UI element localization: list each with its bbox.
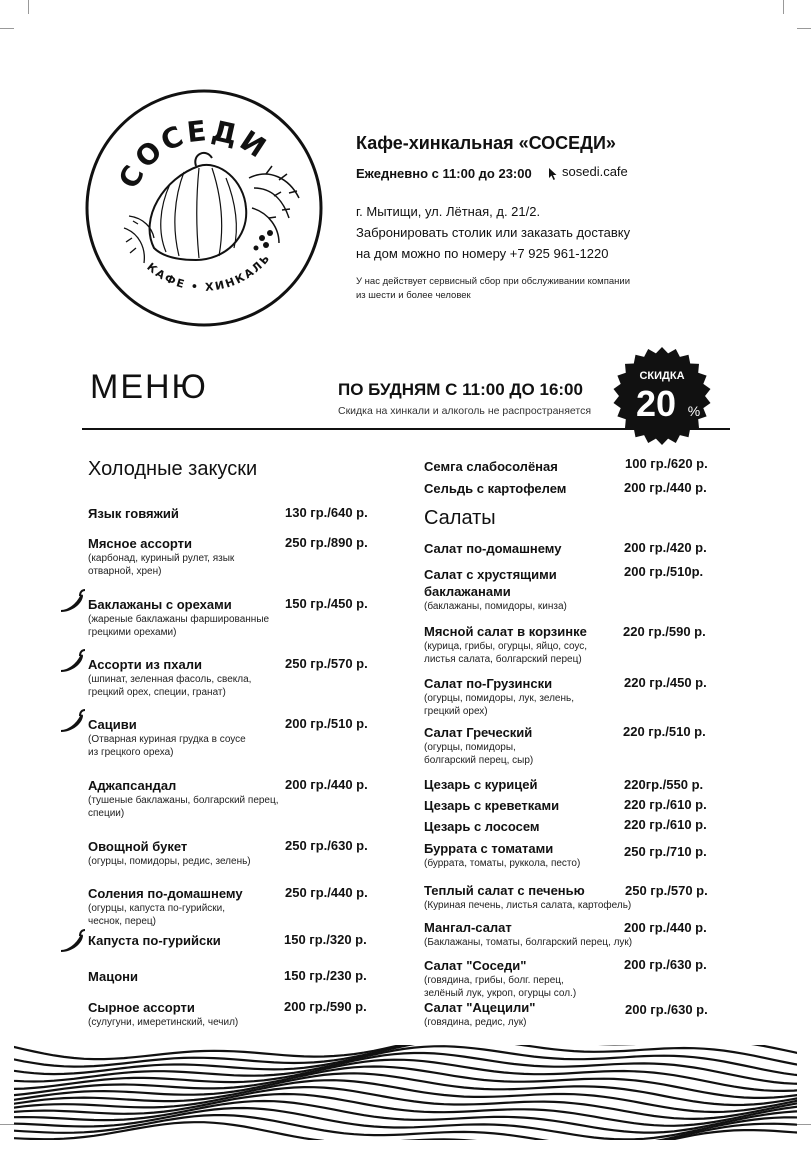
logo-name: СОСЕДИ bbox=[112, 113, 275, 194]
menu-item bbox=[88, 777, 279, 820]
item-price: 220 гр./450 р. bbox=[624, 675, 707, 690]
item-description: (Баклажаны, томаты, болгарский перец, лук) bbox=[424, 937, 633, 948]
menu-item bbox=[424, 882, 631, 912]
item-name: Салат "Ацецили" bbox=[424, 1000, 536, 1015]
item-price: 250 гр./630 р. bbox=[285, 838, 368, 853]
menu-item bbox=[424, 797, 559, 814]
promo-title: ПО БУДНЯМ С 11:00 ДО 16:00 bbox=[338, 380, 583, 399]
item-description: (карбонад, куриный рулет, язык bbox=[88, 553, 235, 564]
crop-mark bbox=[28, 0, 29, 14]
menu-item bbox=[88, 999, 238, 1029]
chili-pepper-icon bbox=[58, 588, 88, 614]
item-description: (шпинат, зеленная фасоль, свекла, bbox=[88, 674, 252, 685]
service-note-line1: У нас действует сервисный сбор при обслуживании компании bbox=[356, 276, 630, 287]
item-price: 100 гр./620 р. bbox=[625, 456, 708, 471]
item-name: Мясное ассорти bbox=[88, 536, 193, 551]
item-description: (Отварная куриная грудка в соусе bbox=[88, 734, 246, 745]
menu-item bbox=[88, 505, 179, 522]
item-description: чеснок, перец) bbox=[88, 916, 156, 927]
item-price: 150 гр./320 р. bbox=[284, 932, 367, 947]
menu-item bbox=[424, 957, 576, 1000]
menu-item bbox=[88, 838, 251, 868]
item-description: (жареные баклажаны фаршированные bbox=[88, 614, 270, 625]
item-description: (огурцы, помидоры, редис, зелень) bbox=[88, 856, 251, 867]
chili-pepper-icon bbox=[58, 648, 88, 674]
item-price: 150 гр./450 р. bbox=[285, 596, 368, 611]
item-price: 200 гр./440 р. bbox=[624, 920, 707, 935]
item-price: 200 гр./510р. bbox=[624, 564, 704, 579]
item-name: Сациви bbox=[88, 717, 137, 732]
cafe-title: Кафе-хинкальная «СОСЕДИ» bbox=[356, 133, 616, 153]
menu-item bbox=[424, 999, 535, 1029]
item-price: 200 гр./630 р. bbox=[625, 1002, 708, 1017]
item-price: 220гр./550 р. bbox=[624, 777, 704, 792]
item-price: 250 гр./570 р. bbox=[625, 883, 708, 898]
menu-item bbox=[424, 623, 587, 666]
item-price: 150 гр./230 р. bbox=[284, 968, 367, 983]
item-name: Салат по-домашнему bbox=[424, 541, 562, 556]
service-note-line2: из шести и более человек bbox=[356, 290, 471, 301]
menu-item bbox=[424, 776, 538, 793]
item-price: 250 гр./570 р. bbox=[285, 656, 368, 671]
menu-heading: МЕНЮ bbox=[90, 368, 208, 406]
item-name: Овощной букет bbox=[88, 839, 188, 854]
item-description: (баклажаны, помидоры, кинза) bbox=[424, 601, 567, 612]
item-name-line2: баклажанами bbox=[424, 584, 511, 599]
item-name: Ассорти из пхали bbox=[88, 657, 202, 672]
item-description: (Куриная печень, листья салата, картофель) bbox=[424, 900, 632, 911]
item-name: Соления по-домашнему bbox=[88, 886, 243, 901]
item-price: 250 гр./440 р. bbox=[285, 885, 368, 900]
section-title-cold: Холодные закуски bbox=[88, 458, 258, 480]
fish-item-name: Сельдь с картофелем bbox=[424, 481, 567, 496]
item-name: Салат по-Грузински bbox=[424, 676, 553, 691]
item-name: Теплый салат с печенью bbox=[424, 883, 585, 898]
discount-badge bbox=[612, 346, 712, 446]
badge-unit: % bbox=[687, 403, 701, 419]
badge-word: СКИДКА bbox=[639, 370, 685, 382]
menu-item bbox=[88, 656, 251, 699]
section-title-salads: Салаты bbox=[424, 507, 496, 529]
item-name: Буррата с томатами bbox=[424, 841, 554, 856]
crop-mark bbox=[0, 1124, 14, 1125]
item-description: зелёный лук, укроп, огурцы сол.) bbox=[424, 988, 577, 999]
menu-item bbox=[88, 885, 243, 928]
item-description: из грецкого ореха) bbox=[88, 747, 174, 758]
item-name: Цезарь с креветками bbox=[424, 798, 560, 813]
menu-item bbox=[88, 968, 138, 985]
promo-note: Скидка на хинкали и алкоголь не распространяется bbox=[338, 405, 592, 417]
menu-item bbox=[88, 596, 269, 639]
booking-text-line1: Забронировать столик или заказать доставку bbox=[356, 225, 631, 240]
item-description: (сулугуни, имеретинский, чечил) bbox=[88, 1017, 239, 1028]
booking-phone-line: на дом можно по номеру +7 925 961-1220 bbox=[356, 246, 609, 261]
item-price: 250 гр./710 р. bbox=[624, 844, 707, 859]
badge-value: 20 bbox=[635, 383, 677, 424]
menu-item bbox=[424, 919, 632, 949]
menu-item bbox=[88, 535, 234, 578]
menu-item bbox=[88, 932, 221, 949]
menu-item bbox=[424, 724, 533, 767]
item-name: Капуста по-гурийски bbox=[88, 933, 221, 948]
cafe-address: г. Мытищи, ул. Лётная, д. 21/2. bbox=[356, 204, 541, 219]
item-description: (говядина, грибы, болг. перец, bbox=[424, 975, 564, 986]
opening-hours: Ежедневно с 11:00 до 23:00 bbox=[356, 166, 532, 181]
item-name: Аджапсандал bbox=[88, 778, 177, 793]
item-description: (огурцы, помидоры, bbox=[424, 742, 516, 753]
item-description: (курица, грибы, огурцы, яйцо, соус, bbox=[424, 641, 588, 652]
item-description: болгарский перец, сыр) bbox=[424, 755, 534, 766]
wave-pattern bbox=[14, 1045, 797, 1140]
website-link[interactable]: sosedi.cafe bbox=[562, 164, 628, 179]
cursor-arrow-icon bbox=[548, 167, 558, 181]
item-description: (огурцы, помидоры, лук, зелень, bbox=[424, 693, 574, 704]
item-price: 200 гр./420 р. bbox=[624, 540, 707, 555]
logo-tagline: КАФЕ • ХИНКАЛЬ bbox=[144, 250, 274, 294]
menu-item bbox=[424, 675, 574, 718]
item-price: 130 гр./640 р. bbox=[285, 505, 368, 520]
chili-pepper-icon bbox=[58, 708, 88, 734]
item-description: (говядина, редис, лук) bbox=[424, 1017, 527, 1028]
item-description: грецкий орех) bbox=[424, 706, 488, 717]
item-price: 220 гр./610 р. bbox=[624, 797, 707, 812]
menu-item bbox=[424, 818, 540, 835]
item-name: Сырное ассорти bbox=[88, 1000, 195, 1015]
item-description: специи) bbox=[88, 808, 125, 819]
item-name: Цезарь с курицей bbox=[424, 777, 538, 792]
item-description: (тушеные баклажаны, болгарский перец, bbox=[88, 795, 279, 806]
item-price: 200 гр./630 р. bbox=[624, 957, 707, 972]
menu-item bbox=[88, 716, 246, 759]
item-name: Мангал-салат bbox=[424, 920, 512, 935]
cafe-logo bbox=[84, 88, 324, 328]
crop-mark bbox=[783, 0, 784, 14]
item-description: грецкий орех, специи, гранат) bbox=[88, 687, 226, 698]
item-description: (буррата, томаты, руккола, песто) bbox=[424, 858, 581, 869]
item-name: Салат "Соседи" bbox=[424, 958, 527, 973]
item-name: Салат с хрустящими bbox=[424, 567, 557, 582]
item-price: 250 гр./890 р. bbox=[285, 535, 368, 550]
crop-mark bbox=[0, 28, 14, 29]
item-name: Язык говяжий bbox=[88, 506, 179, 521]
item-price: 200 гр./510 р. bbox=[285, 716, 368, 731]
item-name: Баклажаны с орехами bbox=[88, 597, 232, 612]
crop-mark bbox=[797, 28, 811, 29]
item-description: грецкими орехами) bbox=[88, 627, 177, 638]
item-name: Мясной салат в корзинке bbox=[424, 624, 587, 639]
item-description: (огурцы, капуста по-гурийски, bbox=[88, 903, 226, 914]
item-price: 220 гр./510 р. bbox=[623, 724, 706, 739]
item-price: 200 гр./590 р. bbox=[284, 999, 367, 1014]
item-description: отварной, хрен) bbox=[88, 566, 162, 577]
menu-item bbox=[424, 566, 567, 613]
item-description: листья салата, болгарский перец) bbox=[424, 654, 582, 665]
menu-item bbox=[424, 540, 561, 557]
item-name: Мацони bbox=[88, 969, 138, 984]
fish-item-name: Семга слабосолёная bbox=[424, 459, 558, 474]
crop-mark bbox=[797, 1124, 811, 1125]
item-price: 200 гр./440 р. bbox=[285, 777, 368, 792]
chili-pepper-icon bbox=[58, 928, 88, 954]
item-name: Салат Греческий bbox=[424, 725, 533, 740]
item-name: Цезарь с лососем bbox=[424, 819, 540, 834]
header-divider bbox=[82, 428, 730, 430]
item-price: 200 гр./440 р. bbox=[624, 480, 707, 495]
menu-item bbox=[424, 840, 580, 870]
item-price: 220 гр./590 р. bbox=[623, 624, 706, 639]
item-price: 220 гр./610 р. bbox=[624, 817, 707, 832]
